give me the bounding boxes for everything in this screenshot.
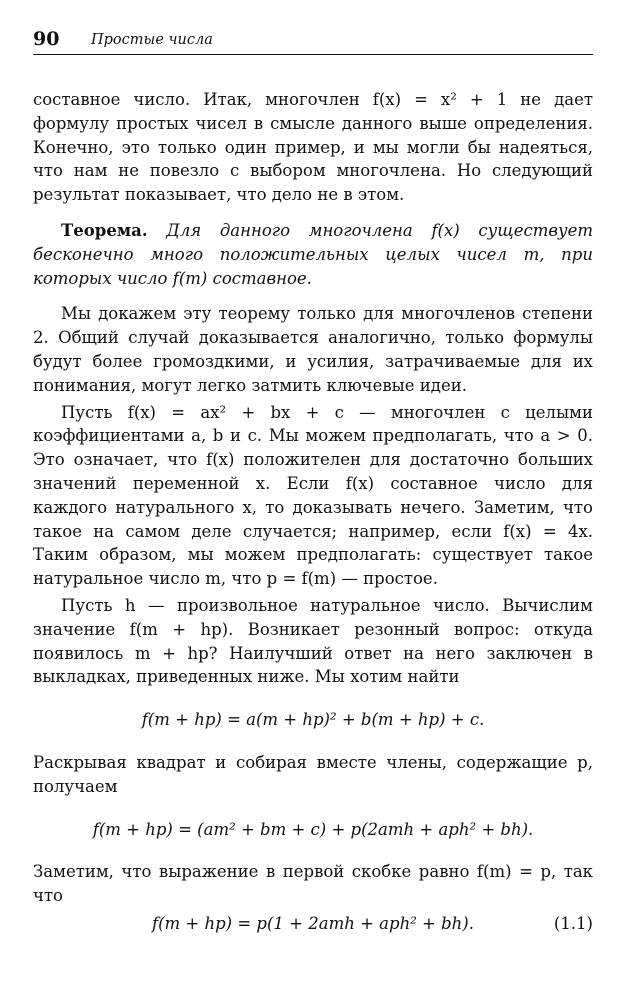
paragraph-compute: Пусть h — произвольное натуральное число. Вычислим значение f(m + hp). Возникает резонный вопрос: откуда появилось m + hp? Наилучший ответ на него заключен в выкладках, приведенных ниже. Мы хотим найти (33, 595, 593, 687)
theorem-statement: Для данного многочлена f(x) существует бесконечно много положительных целых чисел m, при которых число f(m) составное. (33, 220, 593, 288)
formula-result: f(m + hp) = p(1 + 2amh + aph² + bh). (151, 913, 474, 933)
formula-collected: f(m + hp) = (am² + bm + c) + p(2amh + aph² + bh). (92, 819, 534, 839)
theorem (33, 219, 593, 290)
formula-expansion: f(m + hp) = a(m + hp)² + b(m + hp) + c. (141, 710, 485, 730)
theorem-title: Теорема. (61, 220, 148, 240)
paragraph-observe: Заметим, что выражение в первой скобке равно f(m) = p, так что (33, 862, 593, 906)
paragraph-intro: составное число. Итак, многочлен f(x) = x² + 1 не дает формулу простых чисел в смысле данного выше определения. Конечно, это только один пример, и мы могли бы надеяться, что нам не повезло с выбором многочлена. Но следующий результат показывает, что дело не в этом. (33, 90, 593, 205)
equation-1-1 (33, 912, 593, 942)
page-header (33, 24, 593, 55)
paragraph-setup: Пусть f(x) = ax² + bx + c — многочлен с целыми коэффициентами a, b и c. Мы можем предполагать, что a > 0. Это означает, что f(x) положителен для достаточно больших значений переменной x. Если f(x) составное число для каждого натурального x, то доказывать нечего. Заметим, что такое на самом деле случается; например, если f(x) = 4x. Таким образом, мы можем предполагать: существует такое натуральное число m, что p = f(m) — простое. (33, 402, 593, 589)
page-body (33, 88, 593, 942)
paragraph-proof-scope: Мы докажем эту теорему только для многочленов степени 2. Общий случай доказывается аналогично, только формулы будут более громоздкими, и усилия, затрачиваемые для их понимания, могут легко затмить ключевые идеи. (33, 304, 593, 395)
running-title: Простые числа (91, 32, 213, 48)
paragraph-collect: Раскрывая квадрат и собирая вместе члены, содержащие p, получаем (33, 752, 593, 796)
page-number: 90 (33, 28, 60, 50)
equation-number: (1.1) (553, 913, 593, 933)
